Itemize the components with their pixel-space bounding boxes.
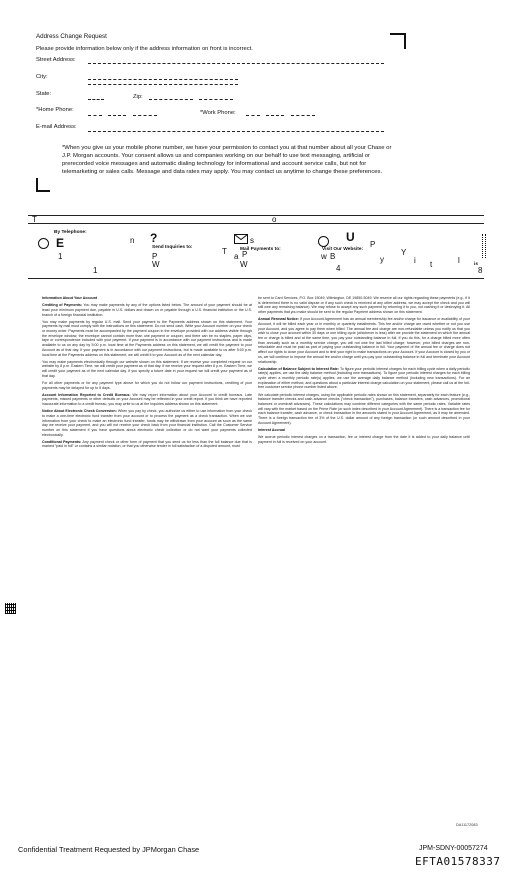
info-block-4: For all other payments or for any payment type above for which you do not follow our payment instructions, crediting of your payments may be delayed for up to 5 days. (42, 380, 252, 390)
stub-char-4: n (130, 236, 135, 245)
stub-char-23: 8 (478, 266, 483, 275)
work-phone-prefix-field[interactable] (266, 115, 284, 116)
info-block-6: Notice About Electronic Check Conversion: When you pay by check, you authorize us either to use information from your check to make a one-time electronic fund transfer from your account or to process the payment as a check transaction. When we use information from your check to make an electronic fund transfer, funds may be withdrawn from your account as soon as the same day we receive your payment, and you will not receive your check back from your financial institution. Call the Customer Service number on this statement if you have questions about electronic check collection or do not want your payments collected electronically. (42, 409, 252, 437)
street-address-label: Street Address: (36, 57, 76, 63)
info-block-5: Account Information Reported to Credit Bureaus: We may report information about your Account to credit bureaus. Late payments, missed payments or other defaults on your Account may be reflected in your credit report. If you think we have reported inaccurate information to a credit bureau, you may write to us at the Inquiries address shown on this statement. (42, 392, 252, 407)
state-label: State: (36, 91, 52, 97)
home-phone-label: *Home Phone: (36, 107, 74, 113)
stub-divider (28, 223, 484, 224)
document-number: DA11172083 (456, 823, 478, 827)
stub-char-13: w (321, 252, 327, 261)
info-block-11: We calculate periodic interest charges, using the applicable periodic rates shown on this statement, separately for each feature (e.g., balance transfer checks and cash advance checks ("check transaction"), purchases, balance transfers, cash advances, promotional balances or overdraft advances). These calculations may combine different categories with the same periodic rates. Variable rates will vary with the market based on the Prime Rate (or such index described in your Account Agreement). There is a transaction fee for each balance transfer, cash advance, or check transaction in the amounts stated in your Account Agreement, as it may be amended. There is a foreign transaction fee of 3% of the U.S. dollar amount of any foreign transaction (or such amount described in your Account Agreement). (258, 392, 470, 425)
info-block-9: Annual Renewal Notice: If your Account Agreement has an annual membership fee and/or charge for issuance or availability of your Account, it will be billed each year or in monthly or quarterly installments. This fee and/or charge are owed whether or not you use your Account, and you agree to pay them when billed. The annual fee and charge are non-refundable unless you notify us that you wish to close your account within 30 days or one billing cycle (whichever is less) after we provide the statement on which the annual fee or charge is billed and at the same time, you pay your outstanding balance in full. If you do this, for a charge billed more often than annually such as a monthly service charge, you will not owe the last billed charge; however, prior billed charges are non-refundable and must be paid as part of paying your outstanding balance in full. Your payment of the annual fee or charge does not affect our rights to close your Account and to limit your right to make transactions on your Account. If your Account is closed by you or us, we will continue to impose the annual fee and/or charge until you pay your outstanding balance in full and terminate your Account relationship. (258, 317, 470, 364)
stub-char-18: Y (401, 248, 407, 257)
corner-mark-top-right (390, 33, 406, 49)
email-address-label: E-mail Address: (36, 124, 77, 130)
work-phone-number-field[interactable] (291, 115, 315, 116)
form-title: Address Change Request (36, 33, 107, 40)
globe-icon (318, 236, 329, 247)
info-column-right (258, 296, 470, 447)
zip-label: Zip: (133, 94, 143, 100)
info-block-12: Interest Accrual (258, 427, 286, 432)
mail-envelope-icon (234, 234, 248, 244)
confidential-notice: Confidential Treatment Requested by JPMorgan Chase (18, 845, 200, 854)
stub-char-2: 1 (58, 252, 63, 261)
stub-char-9: P (242, 250, 248, 259)
street-address-field-2[interactable] (88, 79, 238, 80)
stub-char-15: 4 (336, 264, 341, 273)
stub-char-14: B (330, 252, 336, 261)
home-phone-prefix-field[interactable] (108, 115, 126, 116)
send-inquiries-label: Send Inquiries to: (152, 245, 193, 250)
mail-payments-label: Mail Payments to: (240, 247, 281, 252)
zip-plus4-field[interactable] (199, 99, 233, 100)
jpm-document-id: JPM-SDNY-00057274 (419, 845, 488, 852)
mobile-consent-notice: *When you give us your mobile phone number, we have your permission to contact you at that number about all your Chase or J.P. Morgan accounts. Your consent allows us and companies working on our behalf to use text messaging, artificial or prerecorded voice messages and automatic dialing technology for informational and account service calls, but not for telemarketing or sales calls. Message and data rates may apply. You may contact us anytime to change these preferences. (62, 145, 392, 175)
city-field[interactable] (88, 84, 238, 85)
stub-char-12: U (346, 230, 355, 244)
stub-char-11: s (250, 236, 254, 245)
stub-char-16: P (370, 240, 376, 249)
info-block-1: Crediting of Payments: You may make payments by any of the options listed below. The amount of your payment should be at least your minimum payment due, payable in U.S. dollars and drawn on or payable through a U.S. financial institution or the U.S. branch of a foreign financial institution. (42, 303, 252, 317)
form-intro: Please provide information below only if the address information on front is incorrect. (36, 46, 253, 52)
stub-char-17: y (380, 255, 384, 264)
stub-char-20: t (430, 260, 433, 269)
stub-char-8: a (234, 252, 239, 261)
stub-char-1: E (56, 236, 65, 250)
work-phone-area-field[interactable] (246, 115, 260, 116)
stub-char-5: P (152, 252, 158, 261)
bates-number: EFTA01578337 (415, 855, 501, 868)
info-block-2: You may make payments by regular U.S. mail. Send your payment to the Payments address shown on this statement. Your payments by mail must comply with the instructions on this statement. Do not send cash. Write your Account number on your check or money order. Payments must be accompanied by the payment coupon in the envelope provided with our address visible through the envelope window; the envelope cannot contain more than one payment or coupon; and there can be no staples, paper clips, tape or correspondence included with your payment. If your payment is in accordance with our payment instructions and is made available to us on any day by 5:00 p.m. local time at the Payments address on this statement, we will credit the payment to your Account as of that day. If your payment is in accordance with our payment instructions, but is made available to us after 5:00 p.m. local time at the Payments address on this statement, we will credit it to your Account as of the next calendar day. (42, 319, 252, 357)
work-phone-label: *Work Phone: (200, 110, 236, 116)
email-address-field[interactable] (88, 131, 384, 132)
info-block-8: be sent to Card Services, P.O. Box 15049, Wilmington, DE 19850-5049. We reserve all our rights regarding these payments (e.g., if it is determined there is no valid dispute or if any such check is received at any other address, we may accept the check and you will still owe any remaining balance). We may refuse to accept any such payment by returning it to you, not cashing it or destroying it. All other payments that you make should be sent to the regular Payment address shown on this statement. (258, 296, 470, 315)
stub-char-7: T (222, 247, 227, 256)
stub-char-21: l (458, 256, 460, 265)
info-column-left (42, 296, 252, 452)
home-phone-number-field[interactable] (133, 115, 157, 116)
info-block-3: You may make payments electronically through our website shown on this statement. If we receive your completed request on our website by 8 p.m. Eastern Time, we will credit your payment as of that day. If we receive your request after 8 p.m. Eastern Time, we will credit your payment as of the next calendar day. If you specify a future date in your request we will credit your payment as of that day. (42, 359, 252, 378)
stub-char-19: i (414, 256, 416, 265)
street-address-field[interactable] (88, 63, 384, 64)
zip-field[interactable] (149, 99, 193, 100)
stub-char-3: 1 (93, 266, 98, 275)
info-block-0: Information About Your Account (42, 296, 98, 300)
info-block-7: Conditional Payments: Any payment check or other form of payment that you send us for less than the full balance due that is marked "paid in full" or contains a similar notation, or that you otherwise tender in full satisfaction of a disputed amount, must (42, 439, 252, 449)
state-field[interactable] (88, 99, 104, 100)
visit-website-label: Visit Our Website: (322, 247, 364, 252)
stub-char-10: W (240, 260, 248, 269)
stub-letter-o: o (272, 215, 277, 224)
city-label: City: (36, 74, 48, 80)
datamatrix-barcode (5, 603, 16, 614)
info-block-13: We accrue periodic interest charges on a transaction, fee or interest charge from the date it is added to your daily balance until payment in full is received on your account. (258, 434, 470, 444)
stub-char-22: is (474, 262, 479, 267)
by-telephone-label: By Telephone: (54, 230, 87, 235)
phone-icon (38, 238, 49, 249)
info-block-10: Calculation of Balance Subject to Interest Rate: To figure your periodic interest charges for each billing cycle when a daily periodic rate(s) applies, we use the daily balance method (including new transactions). To figure your periodic interest charges for each billing cycle when a monthly periodic rate(s) applies, we use the average daily balance method (including new transactions). For an explanation of either method, and questions about a particular interest charge calculation on your statement, please call us at the toll-free customer service phone number listed above. (258, 366, 470, 390)
home-phone-area-field[interactable] (88, 115, 102, 116)
stub-barcode-marks (482, 234, 486, 258)
stub-char-6: W (152, 260, 160, 269)
question-icon: ? (150, 231, 158, 245)
stub-letter-t: T (32, 215, 37, 224)
corner-mark-bottom-left (36, 178, 50, 192)
